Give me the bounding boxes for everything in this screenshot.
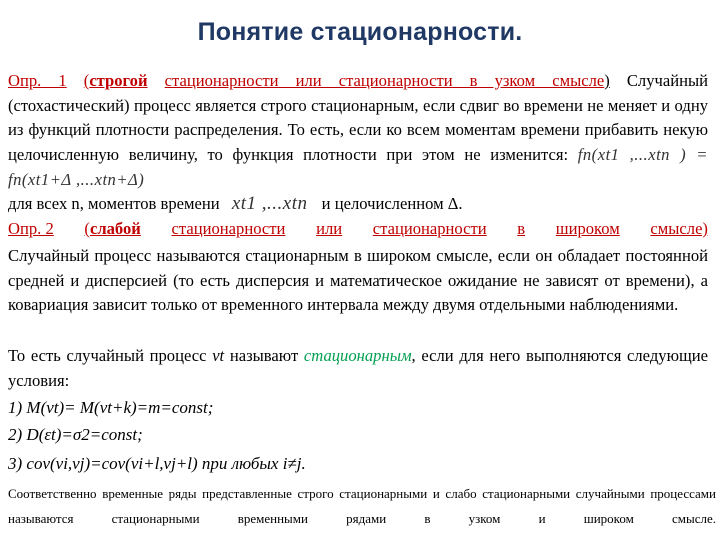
moments-formula: xt1 ,...xtn (231, 193, 308, 214)
page-title: Понятие стационарности. (197, 18, 523, 46)
condition-3: 3) cov(vi,vj)=cov(vi+l,vj+l) при любых i≠j. (8, 454, 306, 473)
def2-word-2: или (316, 219, 343, 238)
density-formula: fn(xt1 ,...xtn ) = fn(xt1+Δ ,...xtn+Δ) (8, 145, 708, 189)
intro-before: То есть случайный процесс (8, 346, 213, 365)
def2-word-4: в (517, 219, 526, 238)
def1-term: стационарности или стационарности в узком смысле (164, 71, 605, 90)
def1-continuation (8, 193, 463, 215)
intro-middle: называют (224, 346, 304, 365)
def2-word-1: стационарности (171, 219, 286, 238)
condition-1: 1) M(vt)= M(vt+k)=m=const; (8, 398, 214, 417)
stationary-term: стационарным (303, 346, 412, 365)
process-variable: vt (212, 346, 225, 365)
def1-label: Опр. 1 (8, 71, 67, 90)
def1-all-moments: для всех n, моментов времени (8, 194, 220, 213)
def2-weak-term: (слабой (84, 219, 141, 238)
def1-paren-close: ) (604, 71, 610, 90)
def1-text: Случайный (стохастический) процесс является строго стационарным, если сдвиг во времени не меняет и одну из функций плотности распределения. То есть, если ко всем моментам времени прибавить некую целочисленную величину, то функция плотности при этом не изменится: (8, 71, 708, 165)
definition-2-text: Случайный процесс называются стационарным в широком смысле, если он обладает постоянной средней и дисперсией (то есть дисперсия и математическое ожидание не зависят от времени), а ковариация зависит только от временного интервала между двумя отдельными наблюдениями. (8, 246, 708, 315)
def2-word-5: широком (555, 219, 620, 238)
definition-2-heading (8, 219, 708, 239)
def1-paren-open: ( (83, 71, 90, 90)
def2-word-3: стационарности (372, 219, 487, 238)
stationary-conditions-intro (8, 344, 708, 393)
condition-2: 2) D(εt)=σ2=const; (8, 425, 143, 444)
def2-word-6: смысле) (650, 219, 708, 238)
summary-text: Соответственно временные ряды представленные строго стационарными и слабо стационарными случайными процессами называются стационарными временными рядами в узком и широком смысле. (8, 486, 716, 526)
def1-integer: и целочисленном Δ. (321, 194, 463, 213)
def2-label: Опр. 2 (8, 219, 54, 238)
definition-1 (8, 69, 708, 193)
intro-after: , если для него выполняются следующие условия: (8, 346, 708, 390)
def1-strict-term: строгой (89, 71, 148, 90)
